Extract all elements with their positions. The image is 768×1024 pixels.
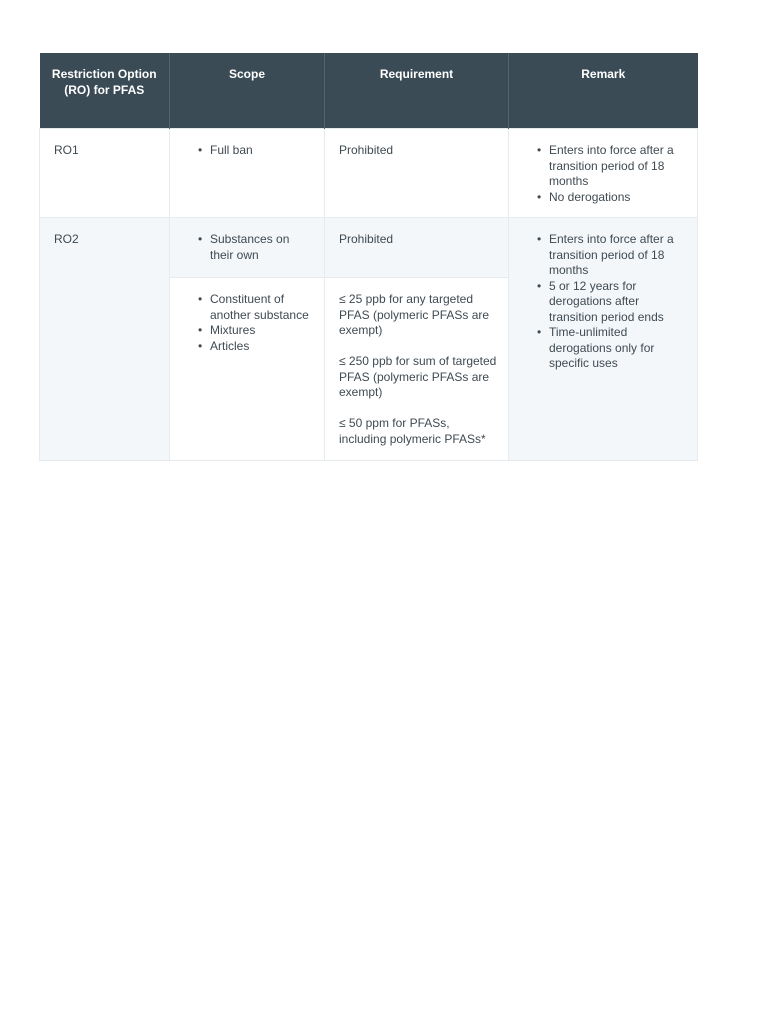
table-row-ro1 bbox=[40, 129, 698, 218]
list-item: • Enters into force after a transition period of 18 months bbox=[539, 232, 687, 279]
ro2-requirement-b-cell bbox=[325, 278, 509, 461]
table-body bbox=[40, 129, 698, 461]
table-row-ro2 bbox=[40, 218, 698, 278]
requirement-line: ≤ 50 ppm for PFASs, including polymeric PFASs* bbox=[339, 416, 486, 446]
list-item: • Time-unlimited derogations only for specific uses bbox=[539, 325, 687, 372]
list-item: • Mixtures bbox=[200, 323, 314, 339]
header-remark: Remark bbox=[509, 53, 698, 129]
ro2-scope-b-list bbox=[184, 292, 314, 354]
list-item: • Articles bbox=[200, 339, 314, 355]
ro2-scope-a-cell bbox=[170, 218, 325, 278]
requirement-line: ≤ 250 ppb for sum of targeted PFAS (polymeric PFASs are exempt) bbox=[339, 354, 497, 399]
ro2-scope-b-cell bbox=[170, 278, 325, 461]
ro1-scope-list bbox=[184, 143, 314, 159]
ro1-remark-list bbox=[525, 143, 687, 205]
header-row bbox=[40, 53, 698, 129]
header-requirement: Requirement bbox=[325, 53, 509, 129]
ro2-remark-list bbox=[525, 232, 687, 372]
requirement-line: ≤ 25 ppb for any targeted PFAS (polymeric PFASs are exempt) bbox=[339, 292, 490, 337]
ro1-option-cell: RO1 bbox=[40, 129, 170, 218]
list-item: • Full ban bbox=[200, 143, 314, 159]
restriction-options-table bbox=[39, 53, 698, 461]
header-scope: Scope bbox=[170, 53, 325, 129]
restriction-options-table-container bbox=[39, 53, 697, 461]
header-restriction-option: Restriction Option (RO) for PFAS bbox=[40, 53, 170, 129]
list-item: • Substances on their own bbox=[200, 232, 314, 263]
list-item: • Enters into force after a transition period of 18 months bbox=[539, 143, 687, 190]
list-item: • Constituent of another substance bbox=[200, 292, 314, 323]
ro2-option-cell: RO2 bbox=[40, 218, 170, 461]
ro1-scope-cell bbox=[170, 129, 325, 218]
ro1-remark-cell bbox=[509, 129, 698, 218]
ro2-requirement-a-cell: Prohibited bbox=[325, 218, 509, 278]
list-item: • 5 or 12 years for derogations after transition period ends bbox=[539, 279, 687, 326]
ro2-scope-a-list bbox=[184, 232, 314, 263]
ro2-remark-cell bbox=[509, 218, 698, 461]
list-item: • No derogations bbox=[539, 190, 687, 206]
table-header bbox=[40, 53, 698, 129]
ro1-requirement-cell: Prohibited bbox=[325, 129, 509, 218]
